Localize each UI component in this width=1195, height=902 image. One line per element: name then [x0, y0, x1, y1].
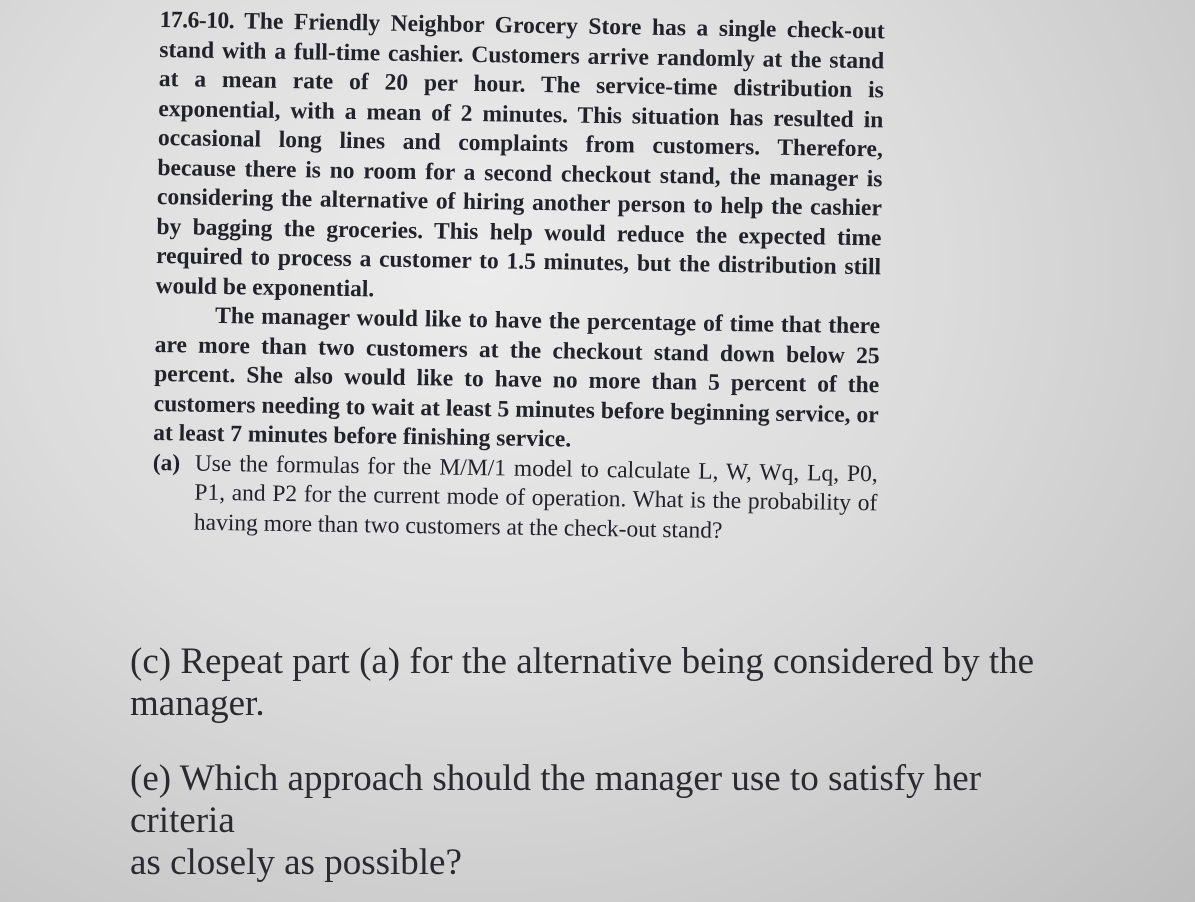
part-a	[152, 448, 878, 548]
textbook-problem	[152, 6, 885, 548]
problem-text: The Friendly Neighbor Grocery Store has a single check-out stand with a full-time cashier. Customers arrive randomly at the stand at a mean rate of 20 per hour. The service-time distribution is exponential, with a mean of 2 minutes. This situation has resulted in occasional long lines and complaints from customers. Therefore, because there is no room for a second checkout stand, the manager is considering the alternative of hiring another person to help the cashier by bagging the groceries. This help would reduce the expected time required to process a customer to 1.5 minutes, but the distribution still would be exponential.	[155, 8, 885, 302]
question-e	[130, 758, 1090, 884]
part-a-text: Use the formulas for the M/M/1 model to calculate L, W, Wq, Lq, P0, P1, and P2 for the current mode of operation. What is the probability of having more than two customers at the check-out stand?	[193, 450, 878, 544]
question-e-line-3: as closely as possible?	[130, 842, 462, 883]
question-e-line-2: criteria	[130, 800, 235, 841]
question-c-line-1: (c) Repeat part (a) for the alternative being considered by the	[130, 641, 1035, 682]
question-c-line-2: manager.	[130, 683, 265, 724]
problem-number: 17.6-10.	[159, 6, 235, 35]
part-a-label: (a)	[152, 449, 181, 476]
question-c	[130, 641, 1090, 725]
problem-paragraph-2: The manager would like to have the percentage of time that there are more than two customers at the checkout stand down below 25 percent. She also would like to have no more than 5 percent of the customers needing to wait at least 5 minutes before beginning service, or at least 7 minutes before finishing service.	[153, 302, 881, 453]
question-e-line-1: (e) Which approach should the manager use to satisfy her	[130, 758, 982, 799]
problem-paragraph-1	[155, 6, 885, 312]
